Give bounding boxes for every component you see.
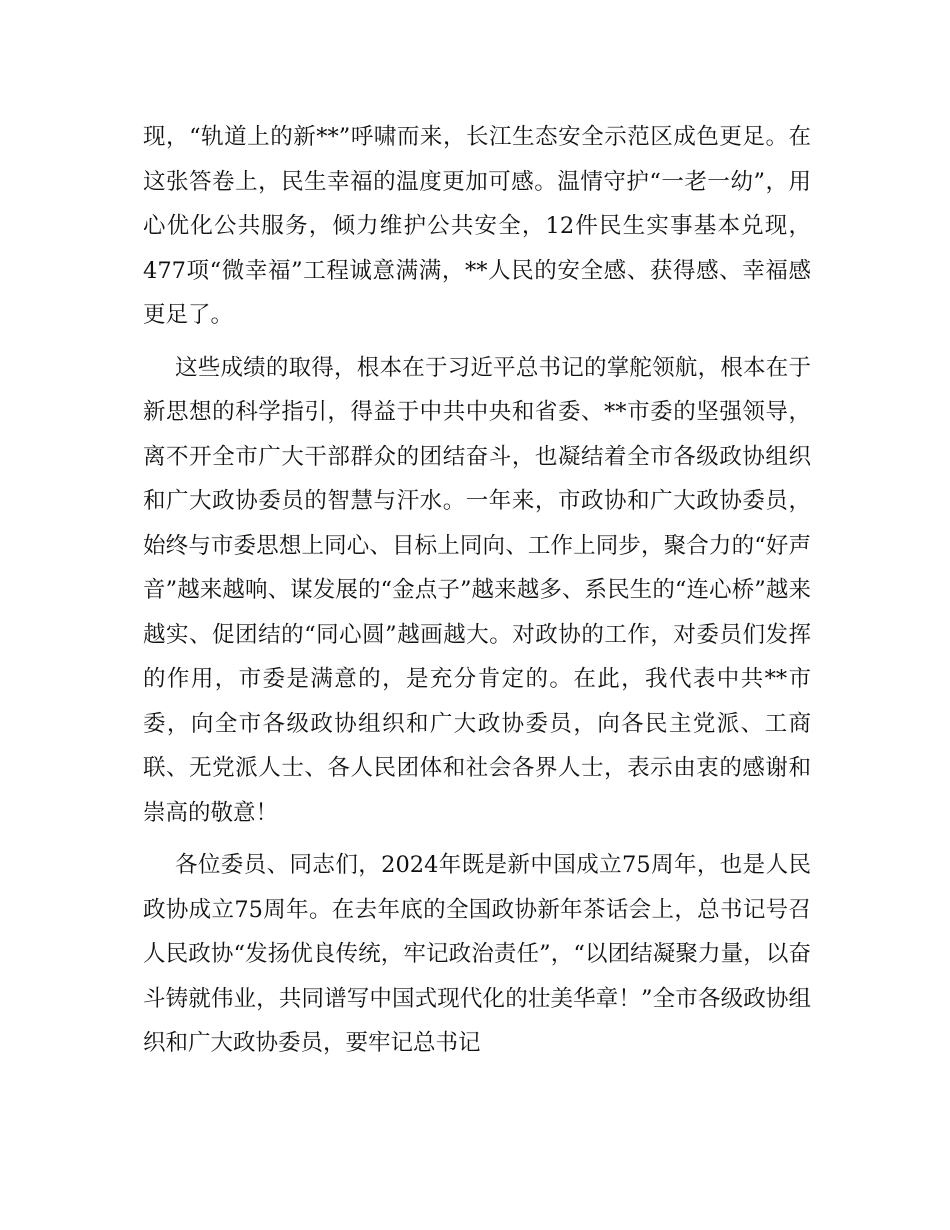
- paragraph-3: 各位委员、同志们，2024年既是新中国成立75周年，也是人民政协成立75周年。在去年底的全国政协新年茶话会上，总书记号召人民政协“发扬优良传统，牢记政治责任”，“以团结凝聚力量，以奋斗铸就伟业，共同谱写中国式现代化的壮美华章！”全市各级政协组织和广大政协委员，要牢记总书记: [143, 852, 811, 1056]
- paragraph-2: 这些成绩的取得，根本在于习近平总书记的掌舵领航，根本在于新思想的科学指引，得益于中共中央和省委、**市委的坚强领导，离不开全市广大干部群众的团结奋斗，也凝结着全市各级政协组织和广大政协委员的智慧与汗水。一年来，市政协和广大政协委员，始终与市委思想上同心、目标上同向、工作上同步，聚合力的“好声音”越来越响、谋发展的“金点子”越来越多、系民生的“连心桥”越来越实、促团结的“同心圆”越画越大。对政协的工作，对委员们发挥的作用，市委是满意的，是充分肯定的。在此，我代表中共**市委，向全市各级政协组织和广大政协委员，向各民主党派、工商联、无党派人士、各人民团体和社会各界人士，表示由衷的感谢和崇高的敬意！: [143, 354, 811, 826]
- paragraph-1: 现，“轨道上的新**”呼啸而来，长江生态安全示范区成色更足。在这张答卷上，民生幸福的温度更加可感。温情守护“一老一幼”，用心优化公共服务，倾力维护公共安全，12件民生实事基本兑现，477项“微幸福”工程诚意满满，**人民的安全感、获得感、幸福感更足了。: [143, 124, 811, 328]
- document-body: [143, 115, 811, 1066]
